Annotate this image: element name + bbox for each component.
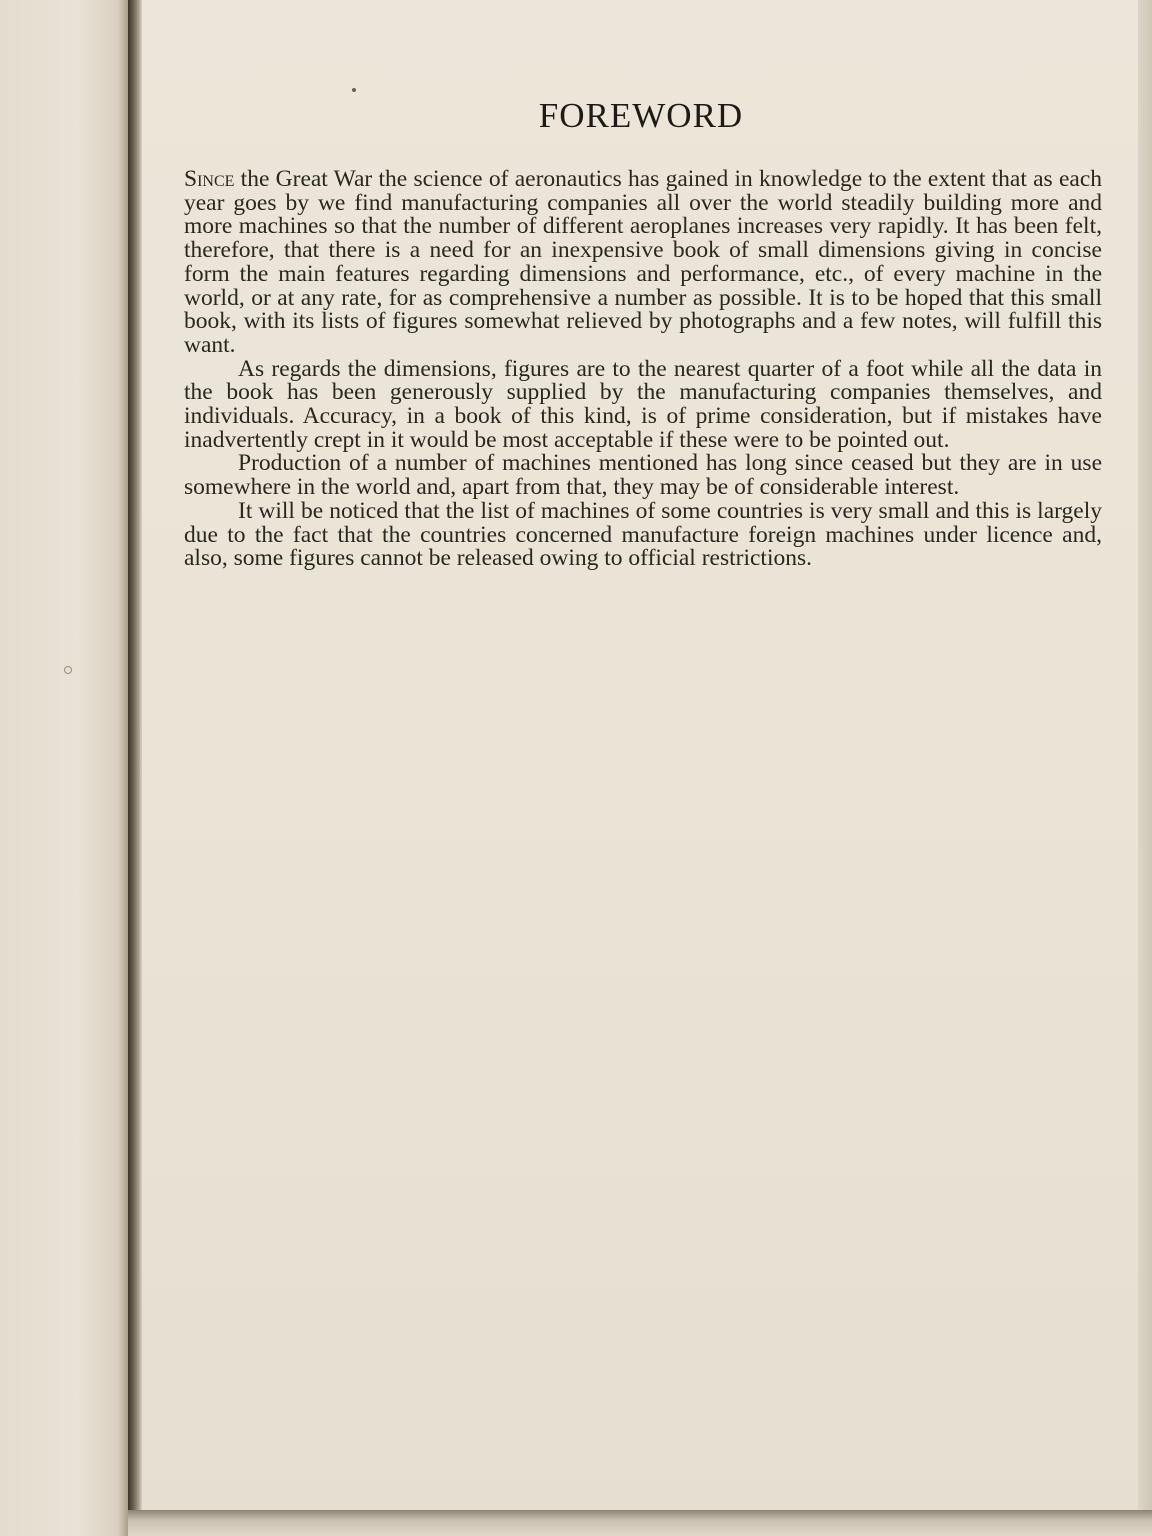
page-bottom-edge [128,1510,1152,1536]
facing-page [0,0,128,1536]
page-title: FOREWORD [538,96,744,135]
paper-speck [352,88,356,92]
paragraph-1 [184,168,1102,358]
paragraph-2 [184,355,1102,453]
paragraph-4 [184,497,1102,572]
foreword-body [184,168,1102,571]
paragraph-text: It will be noticed that the list of machines of some countries is very small and this is largely due to the fact that the countries concerned manufacture foreign machines under licence and, also, some figures cannot be released owing to official restrictions. [184,497,1102,572]
gutter-shadow [128,0,142,1536]
paragraph-lead-word: Since [184,166,235,192]
page-edge [1138,0,1152,1536]
paragraph-3 [184,452,1102,499]
paragraph-text: As regards the dimensions, figures are to the nearest quarter of a foot while all the data in the book has been generously supplied by the manufacturing companies themselves, and individuals. Accuracy, in a book of this kind, is of prime consideration, but if mistakes have inadvertently crept in it would be most acceptable if these were to be pointed out. [184,355,1102,453]
paper-mark [64,666,72,674]
paragraph-text: Production of a number of machines mentioned has long since ceased but they are in use somewhere in the world and, apart from that, they may be of considerable interest. [184,450,1102,501]
paragraph-text: the Great War the science of aeronautics has gained in knowledge to the extent that as each year goes by we find manufacturing companies all over the world steadily building more and more machines so that the number of different aeroplanes increases very rapidly. It has been felt, therefore, that there is a need for an inexpensive book of small dimensions giving in concise form the main features regarding dimensions and performance, etc., of every machine in the world, or at any rate, for as comprehensive a number as possible. It is to be hoped that this small book, with its lists of figures somewhat relieved by photographs and a few notes, will fulfill this want. [184,166,1102,358]
